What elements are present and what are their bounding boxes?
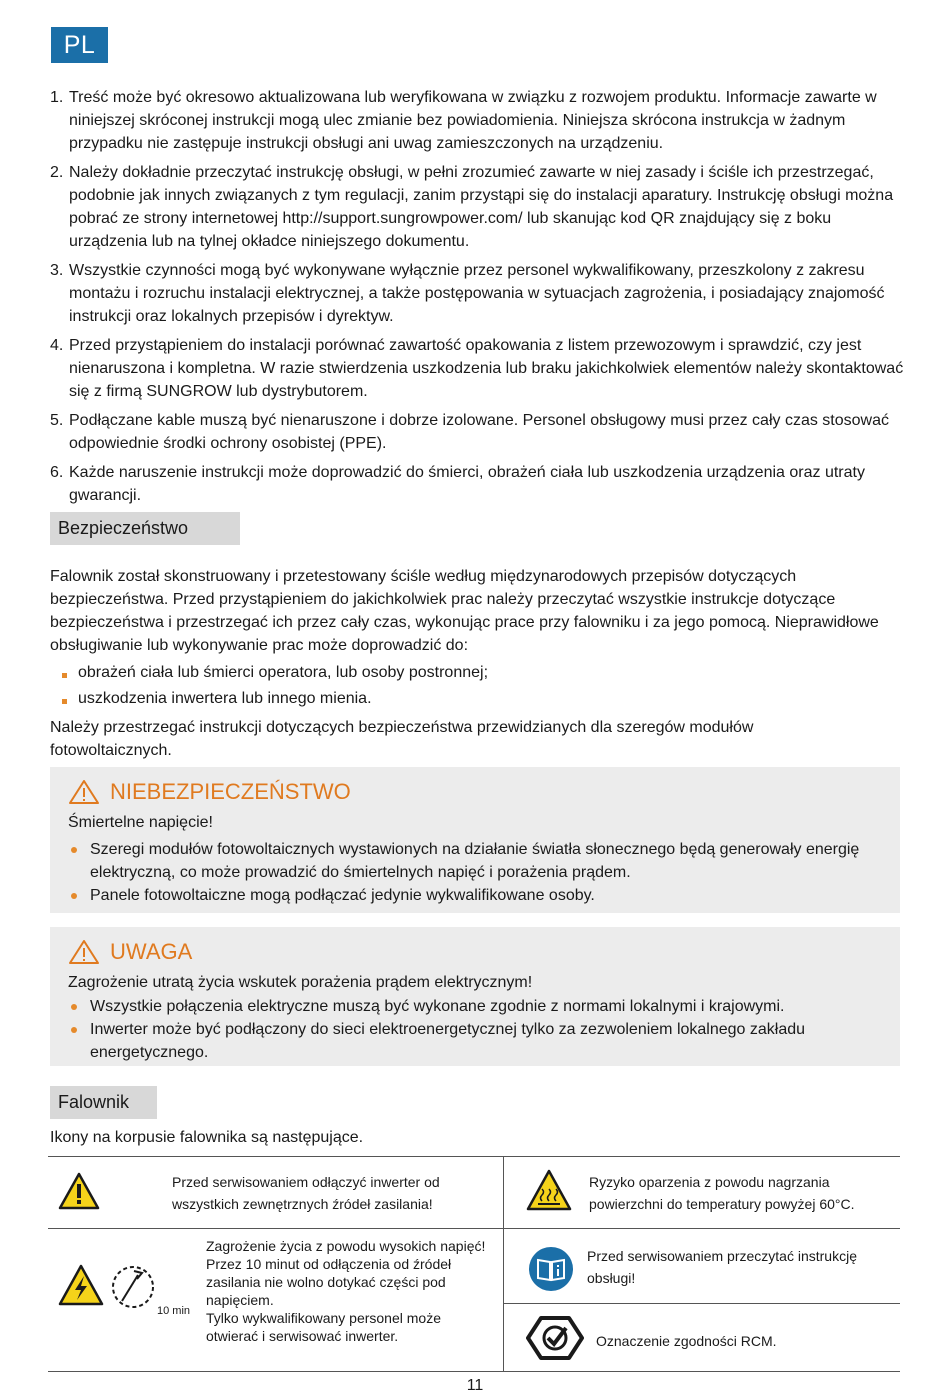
page-number: 11	[466, 1377, 484, 1394]
high-voltage-icon	[58, 1264, 104, 1306]
hot-surface-icon	[526, 1169, 572, 1211]
warning-triangle-icon	[68, 779, 100, 805]
intro-item: 6. Każde naruszenie instrukcji może doprowadzić do śmierci, obrażeń ciała lub uszkodzenia urządzenia oraz utraty gwarancji.	[50, 464, 865, 504]
language-badge: PL	[51, 27, 108, 63]
list-item: Panele fotowoltaiczne mogą podłączać jedynie wykwalifikowane osoby.	[68, 884, 882, 907]
intro-item: 3. Wszystkie czynności mogą być wykonywane wyłącznie przez personel wykwalifikowany, przeszkolony z zakresu montażu i rozruchu instalacji elektrycznej, a także postępowania w sytuacjach zagrożenia, i posiadający znajomość instrukcji oraz lokalnych przepisów i dyrektyw.	[50, 262, 885, 325]
safety-paragraph: Falownik został skonstruowany i przetestowany ściśle według międzynarodowych przepisów dotyczących bezpieczeństwa. Przed przystąpieniem do jakichkolwiek prac należy przeczytać wszystkie instrukcje dotyczące bezpieczeństwa i przestrzegać ich przez cały czas, wykonując prace przy falowniku i za jego pomocą. Nieprawidłowe obsługiwanie lub wykonywanie prac może doprowadzić do:	[50, 568, 879, 654]
high-voltage-text: Zagrożenie życia z powodu wysokich napięć! Przez 10 minut od odłączenia od źródeł zasilania nie wolno dotykać części pod napięciem. Tylko wykwalifikowany personel może otwierać i serwisować inwerter.	[206, 1238, 486, 1344]
danger-subtitle: Śmiertelne napięcie!	[68, 814, 213, 831]
inverter-icons-table	[48, 1156, 900, 1374]
safety-consequences-list	[62, 660, 902, 712]
discharge-timer-icon	[110, 1261, 156, 1313]
inverter-heading: Falownik	[50, 1086, 157, 1119]
caution-box	[50, 927, 900, 1066]
caution-bullets	[68, 995, 882, 1064]
danger-box	[50, 767, 900, 913]
hot-surface-text: Ryzyko oparzenia z powodu nagrzania powierzchni do temperatury powyżej 60°C.	[589, 1174, 855, 1212]
safety-heading: Bezpieczeństwo	[50, 512, 240, 545]
list-item: uszkodzenia inwertera lub innego mienia.	[62, 686, 902, 712]
list-item: Wszystkie połączenia elektryczne muszą być wykonane zgodnie z normami lokalnymi i krajowymi.	[68, 995, 882, 1018]
danger-bullets	[68, 838, 882, 907]
caution-title: UWAGA	[68, 937, 882, 967]
rcm-text: Oznaczenie zgodności RCM.	[596, 1333, 777, 1349]
intro-item: 2. Należy dokładnie przeczytać instrukcję obsługi, w pełni zrozumieć zawarte w niej zasady i ściśle ich przestrzegać, podobnie jak innych związanych z tym regulacji, zanim przystąpi się do instalacji aparatury. Instrukcję obsługi można pobrać ze strony internetowej http://support.sungrowpower.com/ lub skanując kod QR znajdujący się z boku urządzenia lub na tylnej okładce niniejszego dokumentu.	[50, 164, 894, 250]
disconnect-text: Przed serwisowaniem odłączyć inwerter od wszystkich zewnętrznych źródeł zasilania!	[172, 1174, 440, 1212]
warning-triangle-icon	[58, 1172, 100, 1210]
intro-list	[50, 86, 910, 513]
rcm-mark-icon	[526, 1314, 584, 1362]
pv-safety-note: Należy przestrzegać instrukcji dotyczących bezpieczeństwa przewidzianych dla szeregów modułów fotowoltaicznych.	[50, 719, 754, 759]
timer-label: 10 min	[157, 1305, 191, 1317]
inverter-intro: Ikony na korpusie falownika są następujące.	[50, 1129, 364, 1146]
warning-triangle-icon	[68, 939, 100, 965]
intro-item: 1. Treść może być okresowo aktualizowana lub weryfikowana w związku z rozwojem produktu. Informacje zawarte w niniejszej skróconej instrukcji mogą ulec zmianie bez powiadomienia. Niniejsza skrócona instrukcja w żadnym przypadku nie zastępuje instrukcji obsługi ani uwag zamieszczonych na urządzeniu.	[50, 89, 877, 152]
list-item: Inwerter może być podłączony do sieci elektroenergetycznej tylko za zezwoleniem lokalnego zakładu energetycznego.	[68, 1018, 882, 1064]
danger-title: NIEBEZPIECZEŃSTWO	[68, 777, 882, 807]
caution-subtitle: Zagrożenie utratą życia wskutek porażenia prądem elektrycznym!	[68, 974, 533, 991]
list-item: Szeregi modułów fotowoltaicznych wystawionych na działanie światła słonecznego będą generowały energię elektryczną, co może prowadzić do śmiertelnych napięć i porażenia prądem.	[68, 838, 882, 884]
read-manual-text: Przed serwisowaniem przeczytać instrukcję obsługi!	[587, 1248, 857, 1286]
list-item: obrażeń ciała lub śmierci operatora, lub osoby postronnej;	[62, 660, 902, 686]
intro-item: 4. Przed przystąpieniem do instalacji porównać zawartość opakowania z listem przewozowym i sprawdzić, czy jest nienaruszona i kompletna. W razie stwierdzenia uszkodzenia lub braku jakichkolwiek elementów należy skontaktować się z firmą SUNGROW lub dystrybutorem.	[50, 337, 904, 400]
intro-item: 5. Podłączane kable muszą być nienaruszone i dobrze izolowane. Personel obsługowy musi przez cały czas stosować odpowiednie środki ochrony osobistej (PPE).	[50, 412, 889, 452]
manual-icon	[528, 1246, 574, 1292]
